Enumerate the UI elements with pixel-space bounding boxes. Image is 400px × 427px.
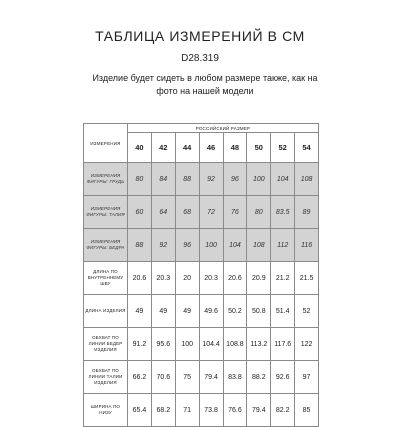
table-cell: 66.2 <box>128 361 152 394</box>
table-cell: 88 <box>175 163 199 196</box>
page-title: ТАБЛИЦА ИЗМЕРЕНИЙ В СМ <box>95 28 305 44</box>
table-cell: 116 <box>295 229 319 262</box>
table-cell: 83.8 <box>223 361 247 394</box>
table-cell: 92 <box>151 229 175 262</box>
table-cell: 104 <box>223 229 247 262</box>
row-label: ОБХВАТ ПО ЛИНИИ БЕДЕР ИЗДЕЛИЯ <box>84 328 128 361</box>
table-row <box>84 229 319 262</box>
size-header: 50 <box>247 133 271 163</box>
table-cell: 108 <box>247 229 271 262</box>
size-header: 54 <box>295 133 319 163</box>
table-cell: 113.2 <box>247 328 271 361</box>
table-cell: 122 <box>295 328 319 361</box>
table-cell: 80 <box>128 163 152 196</box>
table-row <box>84 328 319 361</box>
table-cell: 104.4 <box>199 328 223 361</box>
table-cell: 71 <box>175 394 199 427</box>
table-row <box>84 295 319 328</box>
table-header-row <box>84 124 319 133</box>
table-cell: 49.6 <box>199 295 223 328</box>
table-cell: 80 <box>247 196 271 229</box>
russian-size-header: РОССИЙСКИЙ РАЗМЕР <box>128 124 319 133</box>
table-row <box>84 361 319 394</box>
table-cell: 20.3 <box>151 262 175 295</box>
table-cell: 70.6 <box>151 361 175 394</box>
table-cell: 79.4 <box>247 394 271 427</box>
table-row <box>84 196 319 229</box>
table-cell: 21.2 <box>271 262 295 295</box>
table-cell: 117.6 <box>271 328 295 361</box>
size-table <box>83 123 319 427</box>
row-label: ДЛИНА ИЗДЕЛИЯ <box>84 295 128 328</box>
table-cell: 64 <box>151 196 175 229</box>
table-cell: 96 <box>223 163 247 196</box>
table-cell: 104 <box>271 163 295 196</box>
table-cell: 76 <box>223 196 247 229</box>
table-cell: 97 <box>295 361 319 394</box>
table-cell: 49 <box>128 295 152 328</box>
table-cell: 20.6 <box>223 262 247 295</box>
table-cell: 20.6 <box>128 262 152 295</box>
table-cell: 50.2 <box>223 295 247 328</box>
table-cell: 73.8 <box>199 394 223 427</box>
table-cell: 82.2 <box>271 394 295 427</box>
table-row <box>84 394 319 427</box>
table-cell: 85 <box>295 394 319 427</box>
table-cell: 89 <box>295 196 319 229</box>
measurements-header: ИЗМЕРЕНИЯ <box>84 124 128 163</box>
table-cell: 108 <box>295 163 319 196</box>
row-label: ИЗМЕРЕНИЯ ФИГУРЫ: ТАЛИЯ <box>84 196 128 229</box>
table-row <box>84 163 319 196</box>
fit-note: Изделие будет сидеть в любом размере также, как на фото на нашей модели <box>92 73 318 96</box>
row-label: ШИРИНА ПО НИЗУ <box>84 394 128 427</box>
table-cell: 21.5 <box>295 262 319 295</box>
table-cell: 88.2 <box>247 361 271 394</box>
size-header: 42 <box>151 133 175 163</box>
table-cell: 100 <box>247 163 271 196</box>
table-cell: 65.4 <box>128 394 152 427</box>
size-header: 52 <box>271 133 295 163</box>
table-cell: 96 <box>175 229 199 262</box>
table-cell: 92.6 <box>271 361 295 394</box>
table-cell: 68.2 <box>151 394 175 427</box>
row-label: ДЛИНА ПО ВНУТРЕННЕМУ ШВУ <box>84 262 128 295</box>
row-label: ИЗМЕРЕНИЯ ФИГУРЫ: ГРУДЬ <box>84 163 128 196</box>
table-cell: 51.4 <box>271 295 295 328</box>
size-header: 48 <box>223 133 247 163</box>
row-label: ОБХВАТ ПО ЛИНИИ ТАЛИИ ИЗДЕЛИЯ <box>84 361 128 394</box>
table-cell: 95.6 <box>151 328 175 361</box>
table-cell: 68 <box>175 196 199 229</box>
product-code: D28.319 <box>181 53 219 64</box>
table-cell: 84 <box>151 163 175 196</box>
table-cell: 20.9 <box>247 262 271 295</box>
table-cell: 108.8 <box>223 328 247 361</box>
table-cell: 52 <box>295 295 319 328</box>
table-cell: 112 <box>271 229 295 262</box>
size-header: 40 <box>128 133 152 163</box>
table-cell: 100 <box>175 328 199 361</box>
size-header: 44 <box>175 133 199 163</box>
table-cell: 50.8 <box>247 295 271 328</box>
table-cell: 88 <box>128 229 152 262</box>
table-cell: 20.3 <box>199 262 223 295</box>
size-header: 46 <box>199 133 223 163</box>
table-cell: 20 <box>175 262 199 295</box>
table-cell: 49 <box>175 295 199 328</box>
row-label: ИЗМЕРЕНИЯ ФИГУРЫ: БЕДРА <box>84 229 128 262</box>
table-cell: 49 <box>151 295 175 328</box>
table-cell: 76.6 <box>223 394 247 427</box>
table-cell: 75 <box>175 361 199 394</box>
table-cell: 83.5 <box>271 196 295 229</box>
table-cell: 91.2 <box>128 328 152 361</box>
table-cell: 92 <box>199 163 223 196</box>
table-row <box>84 262 319 295</box>
table-cell: 100 <box>199 229 223 262</box>
table-cell: 79.4 <box>199 361 223 394</box>
table-cell: 72 <box>199 196 223 229</box>
table-cell: 60 <box>128 196 152 229</box>
size-table-body <box>84 124 319 427</box>
